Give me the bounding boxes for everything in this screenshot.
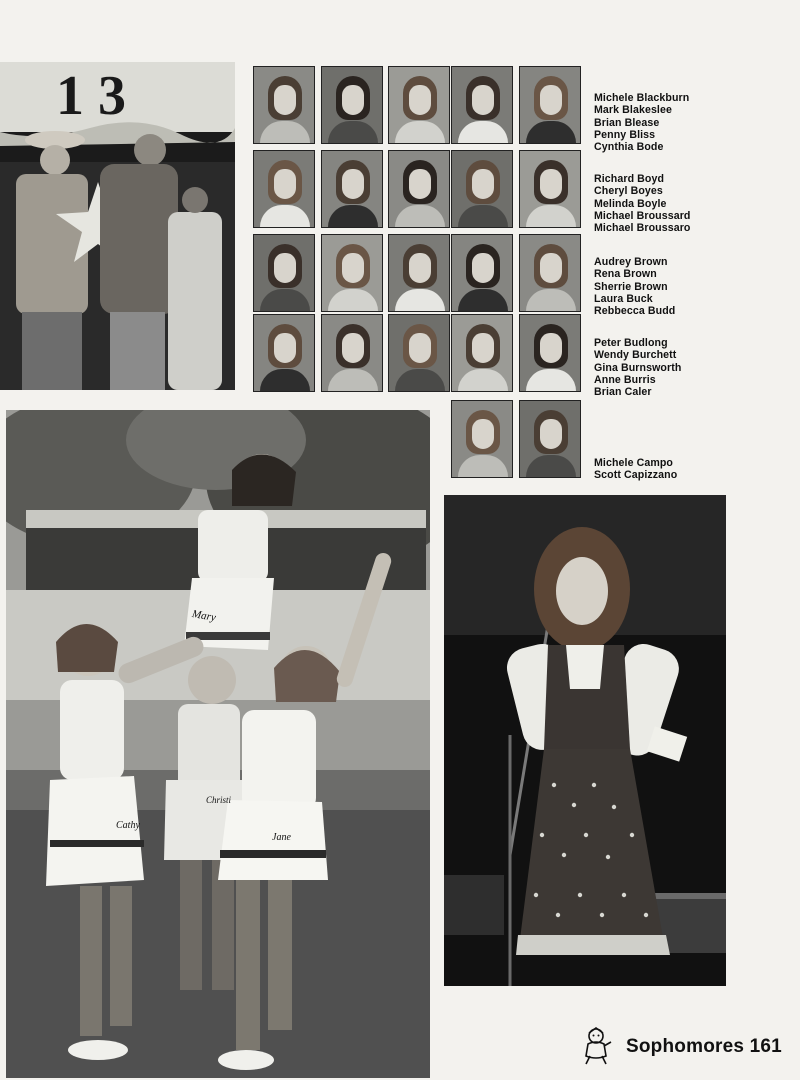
skirt-name-jane: Jane	[272, 832, 291, 843]
student-portrait	[451, 66, 513, 144]
student-name: Mark Blakeslee	[594, 104, 672, 117]
student-portrait	[253, 150, 315, 228]
student-name: Cheryl Boyes	[594, 185, 663, 198]
student-name: Michele Campo	[594, 457, 674, 469]
homecoming-banner-text: 13	[56, 65, 140, 127]
student-name: Michele Blackburn	[594, 92, 690, 104]
page-folio-label	[626, 1036, 782, 1058]
mascot-icon	[578, 1026, 614, 1066]
student-name: Rena Brown	[594, 268, 657, 281]
student-portrait	[321, 150, 383, 228]
student-name: Wendy Burchett	[594, 349, 677, 362]
student-name: Cynthia Bode	[594, 141, 664, 154]
student-name: Anne Burris	[594, 373, 656, 386]
student-portrait	[388, 66, 450, 144]
student-name: Peter Budlong	[594, 337, 668, 349]
student-portrait	[519, 150, 581, 228]
student-name: Michael Broussard	[594, 209, 691, 222]
student-name: Gina Burnsworth	[594, 361, 682, 374]
student-portrait	[253, 314, 315, 392]
name-group-row-5	[594, 457, 794, 482]
student-portrait	[388, 150, 450, 228]
student-portrait	[451, 150, 513, 228]
name-group-row-2	[594, 173, 794, 234]
student-name: Richard Boyd	[594, 173, 665, 185]
name-group-row-4	[594, 337, 794, 398]
page-folio	[578, 1022, 788, 1066]
skirt-name-cathy: Cathy	[116, 820, 140, 831]
student-name: Brian Blease	[594, 116, 660, 129]
student-portrait	[519, 314, 581, 392]
name-group-row-1	[594, 92, 794, 153]
student-portrait	[519, 66, 581, 144]
student-name: Brian Caler	[594, 386, 652, 399]
student-portrait	[519, 234, 581, 312]
student-portrait	[253, 66, 315, 144]
student-name: Audrey Brown	[594, 256, 668, 268]
student-name: Penny Bliss	[594, 128, 656, 141]
student-name: Rebbecca Budd	[594, 305, 676, 318]
student-name: Melinda Boyle	[594, 197, 667, 210]
student-name: Sherrie Brown	[594, 280, 668, 293]
student-name: Laura Buck	[594, 292, 653, 305]
student-portrait	[519, 400, 581, 478]
section-label: Sophomores	[626, 1036, 745, 1057]
student-portrait	[253, 234, 315, 312]
student-name: Michael Broussaro	[594, 222, 691, 235]
student-portrait	[451, 314, 513, 392]
homecoming-float-photo	[0, 62, 235, 390]
student-portrait	[451, 400, 513, 478]
student-name: Scott Capizzano	[594, 469, 678, 482]
singer-photo	[444, 495, 726, 986]
student-portrait	[388, 234, 450, 312]
student-portrait	[388, 314, 450, 392]
student-portrait	[321, 234, 383, 312]
student-portrait	[451, 234, 513, 312]
cheerleaders-photo	[6, 410, 430, 1078]
student-portrait	[321, 314, 383, 392]
student-portrait	[321, 66, 383, 144]
name-group-row-3	[594, 256, 794, 317]
skirt-name-mary: Mary	[191, 608, 217, 624]
skirt-name-christi: Christi	[206, 795, 232, 805]
page-number: 161	[749, 1036, 782, 1057]
